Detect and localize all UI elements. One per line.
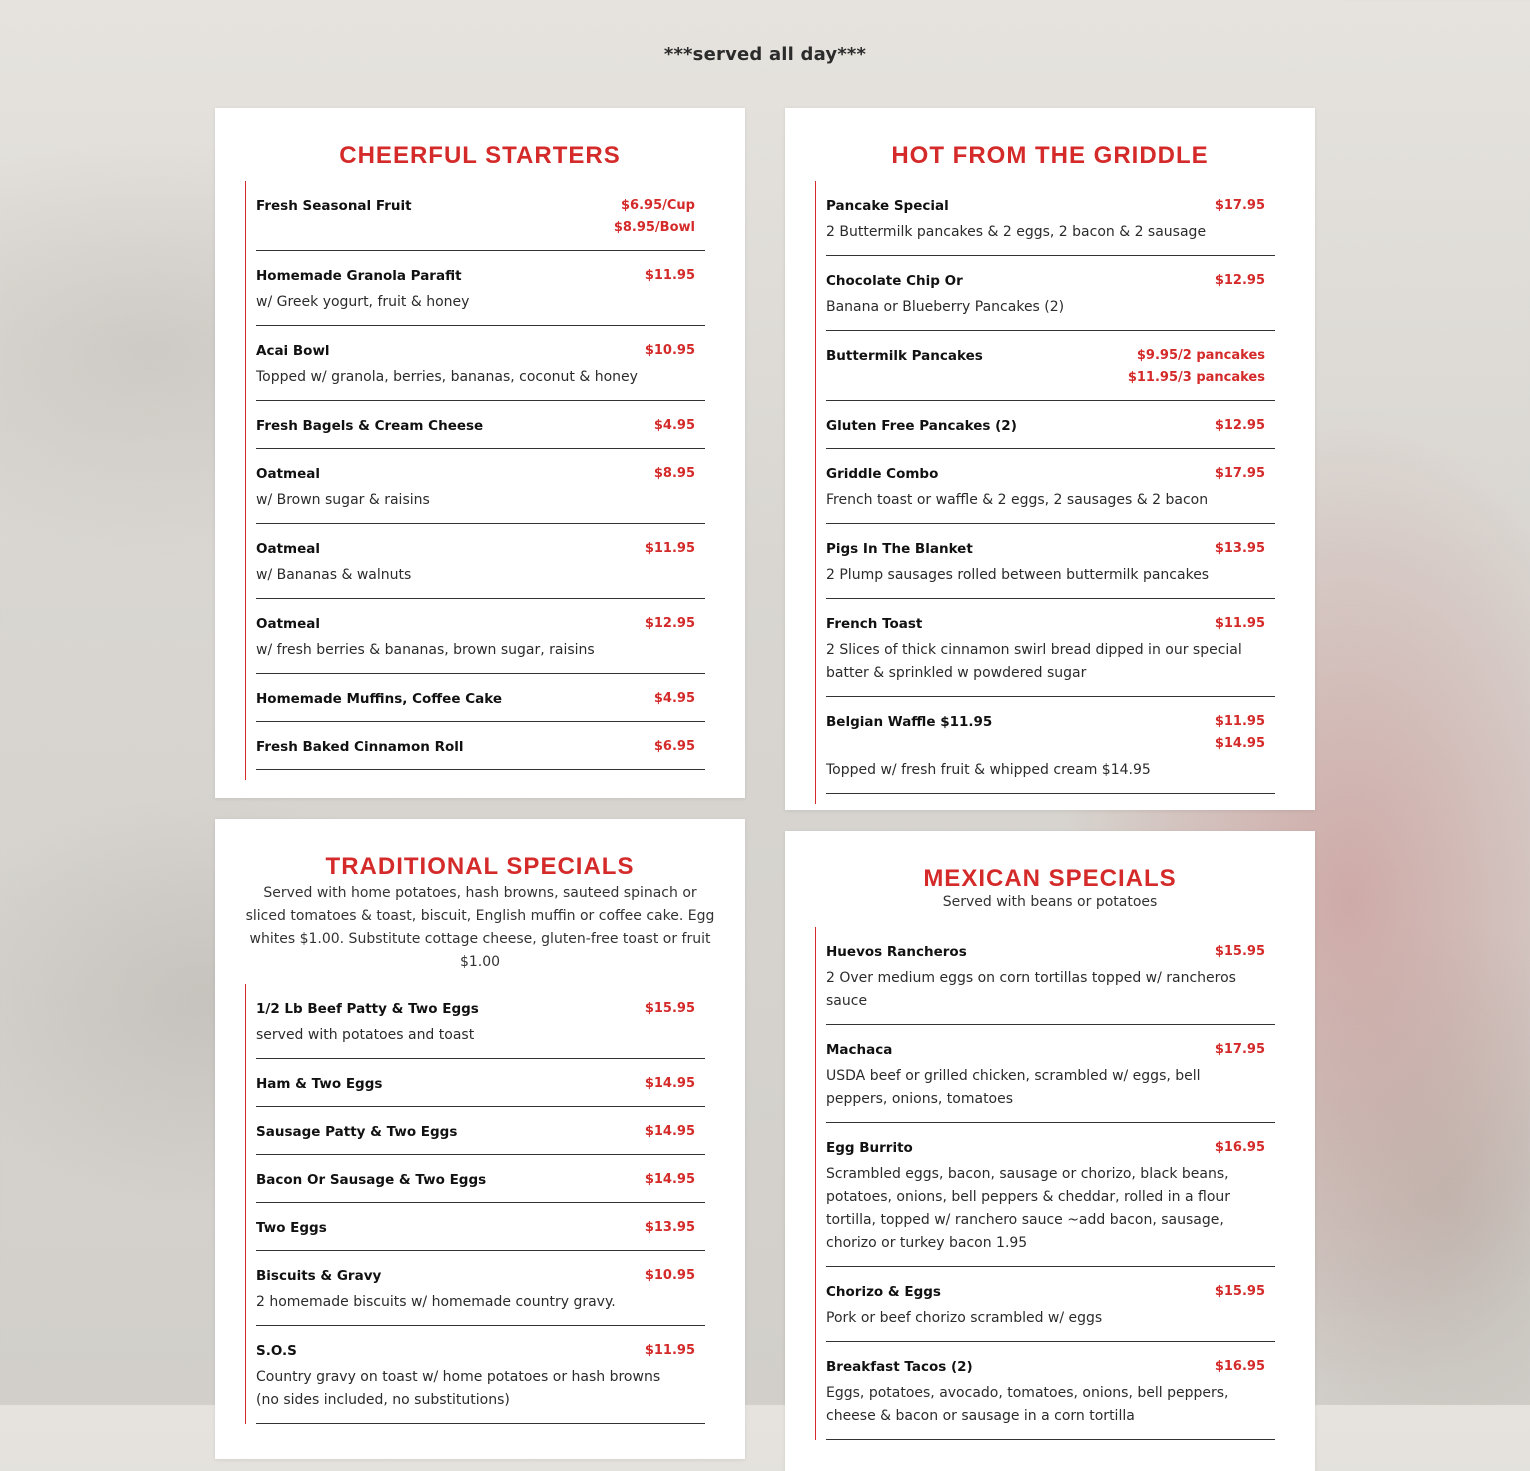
item-name: Machaca — [826, 1042, 893, 1058]
menu-item — [826, 331, 1275, 401]
item-name: Oatmeal — [256, 616, 320, 632]
item-price — [654, 736, 705, 758]
price-line: $14.95 — [644, 1124, 695, 1139]
item-price — [645, 340, 705, 362]
menu-item — [826, 1267, 1275, 1342]
menu-item — [256, 1059, 705, 1107]
menu-item — [826, 524, 1275, 599]
price-line: $9.95/2 pancakes — [1136, 348, 1265, 363]
price-line: $14.95 — [1214, 736, 1265, 751]
menu-list — [245, 181, 705, 780]
item-description: Country gravy on toast w/ home potatoes or hash browns (no sides included, no substitutions) — [256, 1369, 661, 1408]
item-name: Belgian Waffle $11.95 — [826, 714, 993, 730]
section-title: HOT FROM THE GRIDDLE — [891, 142, 1209, 169]
price-line: $4.95 — [653, 691, 695, 706]
item-price — [1215, 1281, 1275, 1303]
item-price — [654, 463, 705, 485]
item-description: w/ Greek yogurt, fruit & honey — [256, 294, 470, 310]
item-price — [1215, 270, 1275, 292]
price-line: $13.95 — [644, 1220, 695, 1235]
menu-item — [826, 1025, 1275, 1123]
menu-item — [256, 1326, 705, 1424]
item-description: 2 Buttermilk pancakes & 2 eggs, 2 bacon & 2 sausage — [826, 224, 1207, 240]
item-name: Homemade Granola Parafit — [256, 268, 462, 284]
item-name: Biscuits & Gravy — [256, 1268, 382, 1284]
price-line: $6.95/Cup — [621, 198, 695, 213]
section-mexican-specials — [785, 831, 1315, 1471]
item-price — [645, 265, 705, 287]
menu-item — [826, 256, 1275, 331]
price-line: $12.95 — [1214, 273, 1265, 288]
item-name: Oatmeal — [256, 466, 320, 482]
section-subtitle: Served with beans or potatoes — [942, 894, 1158, 910]
price-line: $8.95 — [653, 466, 695, 481]
item-name: French Toast — [826, 616, 923, 632]
price-line: $15.95 — [1214, 1284, 1265, 1299]
item-description: Eggs, potatoes, avocado, tomatoes, onions, bell peppers, cheese & bacon or sausage in a corn tortilla — [826, 1385, 1229, 1424]
item-name: Chorizo & Eggs — [826, 1284, 941, 1300]
menu-item — [256, 326, 705, 401]
section-traditional-specials — [215, 819, 745, 1459]
menu-item — [256, 599, 705, 674]
price-line: $15.95 — [1214, 944, 1265, 959]
price-line: $14.95 — [644, 1172, 695, 1187]
menu-item — [256, 401, 705, 449]
price-line: $17.95 — [1214, 466, 1265, 481]
item-description: French toast or waffle & 2 eggs, 2 sausages & 2 bacon — [826, 492, 1209, 508]
menu-item — [826, 927, 1275, 1025]
item-price — [645, 1169, 705, 1191]
menu-item — [826, 1342, 1275, 1440]
item-price — [1215, 463, 1275, 485]
price-line: $11.95 — [644, 268, 695, 283]
menu-item — [826, 1123, 1275, 1267]
menu-item — [826, 697, 1275, 794]
item-name: Egg Burrito — [826, 1140, 913, 1156]
item-name: Two Eggs — [256, 1220, 327, 1236]
menu-item — [256, 251, 705, 326]
price-line: $16.95 — [1214, 1359, 1265, 1374]
item-price — [654, 688, 705, 710]
price-line: $11.95 — [1214, 714, 1265, 729]
price-line: $10.95 — [644, 343, 695, 358]
item-price — [1215, 711, 1275, 755]
item-name: Chocolate Chip Or — [826, 273, 963, 289]
item-description: Topped w/ fresh fruit & whipped cream $14.95 — [826, 762, 1151, 778]
item-description: 2 homemade biscuits w/ homemade country gravy. — [256, 1294, 616, 1310]
price-line: $11.95/3 pancakes — [1127, 370, 1265, 385]
price-line: $14.95 — [644, 1076, 695, 1091]
price-line: $16.95 — [1214, 1140, 1265, 1155]
item-description: w/ fresh berries & bananas, brown sugar, raisins — [256, 642, 595, 658]
item-name: Huevos Rancheros — [826, 944, 967, 960]
item-price — [645, 1121, 705, 1143]
menu-item — [826, 449, 1275, 524]
item-price — [1215, 538, 1275, 560]
menu-item — [826, 599, 1275, 697]
item-name: Oatmeal — [256, 541, 320, 557]
price-line: $17.95 — [1214, 1042, 1265, 1057]
item-name: 1/2 Lb Beef Patty & Two Eggs — [256, 1001, 479, 1017]
item-name: Sausage Patty & Two Eggs — [256, 1124, 458, 1140]
item-description: served with potatoes and toast — [256, 1027, 475, 1043]
item-description: Pork or beef chorizo scrambled w/ eggs — [826, 1310, 1103, 1326]
price-line: $11.95 — [1214, 616, 1265, 631]
price-line: $15.95 — [644, 1001, 695, 1016]
item-name: Gluten Free Pancakes (2) — [826, 418, 1017, 434]
menu-item — [256, 1251, 705, 1326]
price-line: $8.95/Bowl — [613, 220, 695, 235]
item-name: Buttermilk Pancakes — [826, 348, 983, 364]
menu-item — [256, 449, 705, 524]
item-name: Pigs In The Blanket — [826, 541, 973, 557]
price-line: $12.95 — [644, 616, 695, 631]
item-name: Pancake Special — [826, 198, 949, 214]
item-price — [1215, 1137, 1275, 1159]
menu-list — [815, 927, 1275, 1440]
item-price — [1128, 345, 1275, 389]
menu-list — [245, 984, 705, 1424]
item-name: Fresh Seasonal Fruit — [256, 198, 412, 214]
menu-item — [256, 984, 705, 1059]
item-price — [645, 538, 705, 560]
section-subtitle: Served with home potatoes, hash browns, sauteed spinach or sliced tomatoes & toast, biscuit, English muffin or coffee cake. Egg whites $1.00. Substitute cottage cheese, gluten-free toast or fruit $1.00 — [245, 885, 715, 970]
price-line: $11.95 — [644, 541, 695, 556]
menu-item — [826, 181, 1275, 256]
menu-item — [256, 181, 705, 251]
item-name: Acai Bowl — [256, 343, 330, 359]
item-description: 2 Plump sausages rolled between buttermilk pancakes — [826, 567, 1210, 583]
price-line: $11.95 — [644, 1343, 695, 1358]
item-price — [614, 195, 705, 239]
price-line: $6.95 — [653, 739, 695, 754]
item-price — [645, 998, 705, 1020]
item-name: Homemade Muffins, Coffee Cake — [256, 691, 502, 707]
price-line: $10.95 — [644, 1268, 695, 1283]
item-price — [1215, 195, 1275, 217]
item-price — [645, 1265, 705, 1287]
menu-item — [256, 524, 705, 599]
item-name: Breakfast Tacos (2) — [826, 1359, 973, 1375]
item-price — [645, 1217, 705, 1239]
menu-item — [256, 722, 705, 770]
item-description: w/ Brown sugar & raisins — [256, 492, 430, 508]
section-title: TRADITIONAL SPECIALS — [325, 853, 635, 880]
item-price — [645, 1073, 705, 1095]
item-price — [1215, 613, 1275, 635]
section-hot-from-the-griddle — [785, 108, 1315, 810]
menu-item — [256, 1203, 705, 1251]
item-name: Fresh Bagels & Cream Cheese — [256, 418, 484, 434]
item-description: Banana or Blueberry Pancakes (2) — [826, 299, 1065, 315]
item-price — [645, 1340, 705, 1362]
item-price — [1215, 415, 1275, 437]
section-title: MEXICAN SPECIALS — [923, 865, 1177, 892]
item-description: 2 Slices of thick cinnamon swirl bread dipped in our special batter & sprinkled w powdered sugar — [826, 642, 1242, 681]
section-cheerful-starters — [215, 108, 745, 798]
item-price — [1215, 1039, 1275, 1061]
price-line: $13.95 — [1214, 541, 1265, 556]
served-all-day-tagline: ***served all day*** — [663, 44, 867, 65]
item-name: Ham & Two Eggs — [256, 1076, 383, 1092]
price-line: $17.95 — [1214, 198, 1265, 213]
item-description: 2 Over medium eggs on corn tortillas topped w/ rancheros sauce — [826, 970, 1236, 1009]
menu-item — [256, 1155, 705, 1203]
menu-item — [256, 674, 705, 722]
price-line: $4.95 — [653, 418, 695, 433]
item-price — [1215, 941, 1275, 963]
item-price — [654, 415, 705, 437]
item-name: Griddle Combo — [826, 466, 939, 482]
item-price — [645, 613, 705, 635]
menu-item — [256, 1107, 705, 1155]
menu-item — [826, 401, 1275, 449]
item-name: Bacon Or Sausage & Two Eggs — [256, 1172, 487, 1188]
item-description: USDA beef or grilled chicken, scrambled w/ eggs, bell peppers, onions, tomatoes — [826, 1068, 1201, 1107]
menu-list — [815, 181, 1275, 804]
price-line: $12.95 — [1214, 418, 1265, 433]
section-title: CHEERFUL STARTERS — [339, 142, 621, 169]
item-description: w/ Bananas & walnuts — [256, 567, 412, 583]
item-name: Fresh Baked Cinnamon Roll — [256, 739, 464, 755]
item-name: S.O.S — [256, 1343, 297, 1359]
item-description: Scrambled eggs, bacon, sausage or chorizo, black beans, potatoes, onions, bell peppers & cheddar, rolled in a flour tortilla, topped w/ ranchero sauce ~add bacon, sausage, chorizo or turkey bacon 1.95 — [826, 1166, 1231, 1251]
item-price — [1215, 1356, 1275, 1378]
item-description: Topped w/ granola, berries, bananas, coconut & honey — [256, 369, 638, 385]
